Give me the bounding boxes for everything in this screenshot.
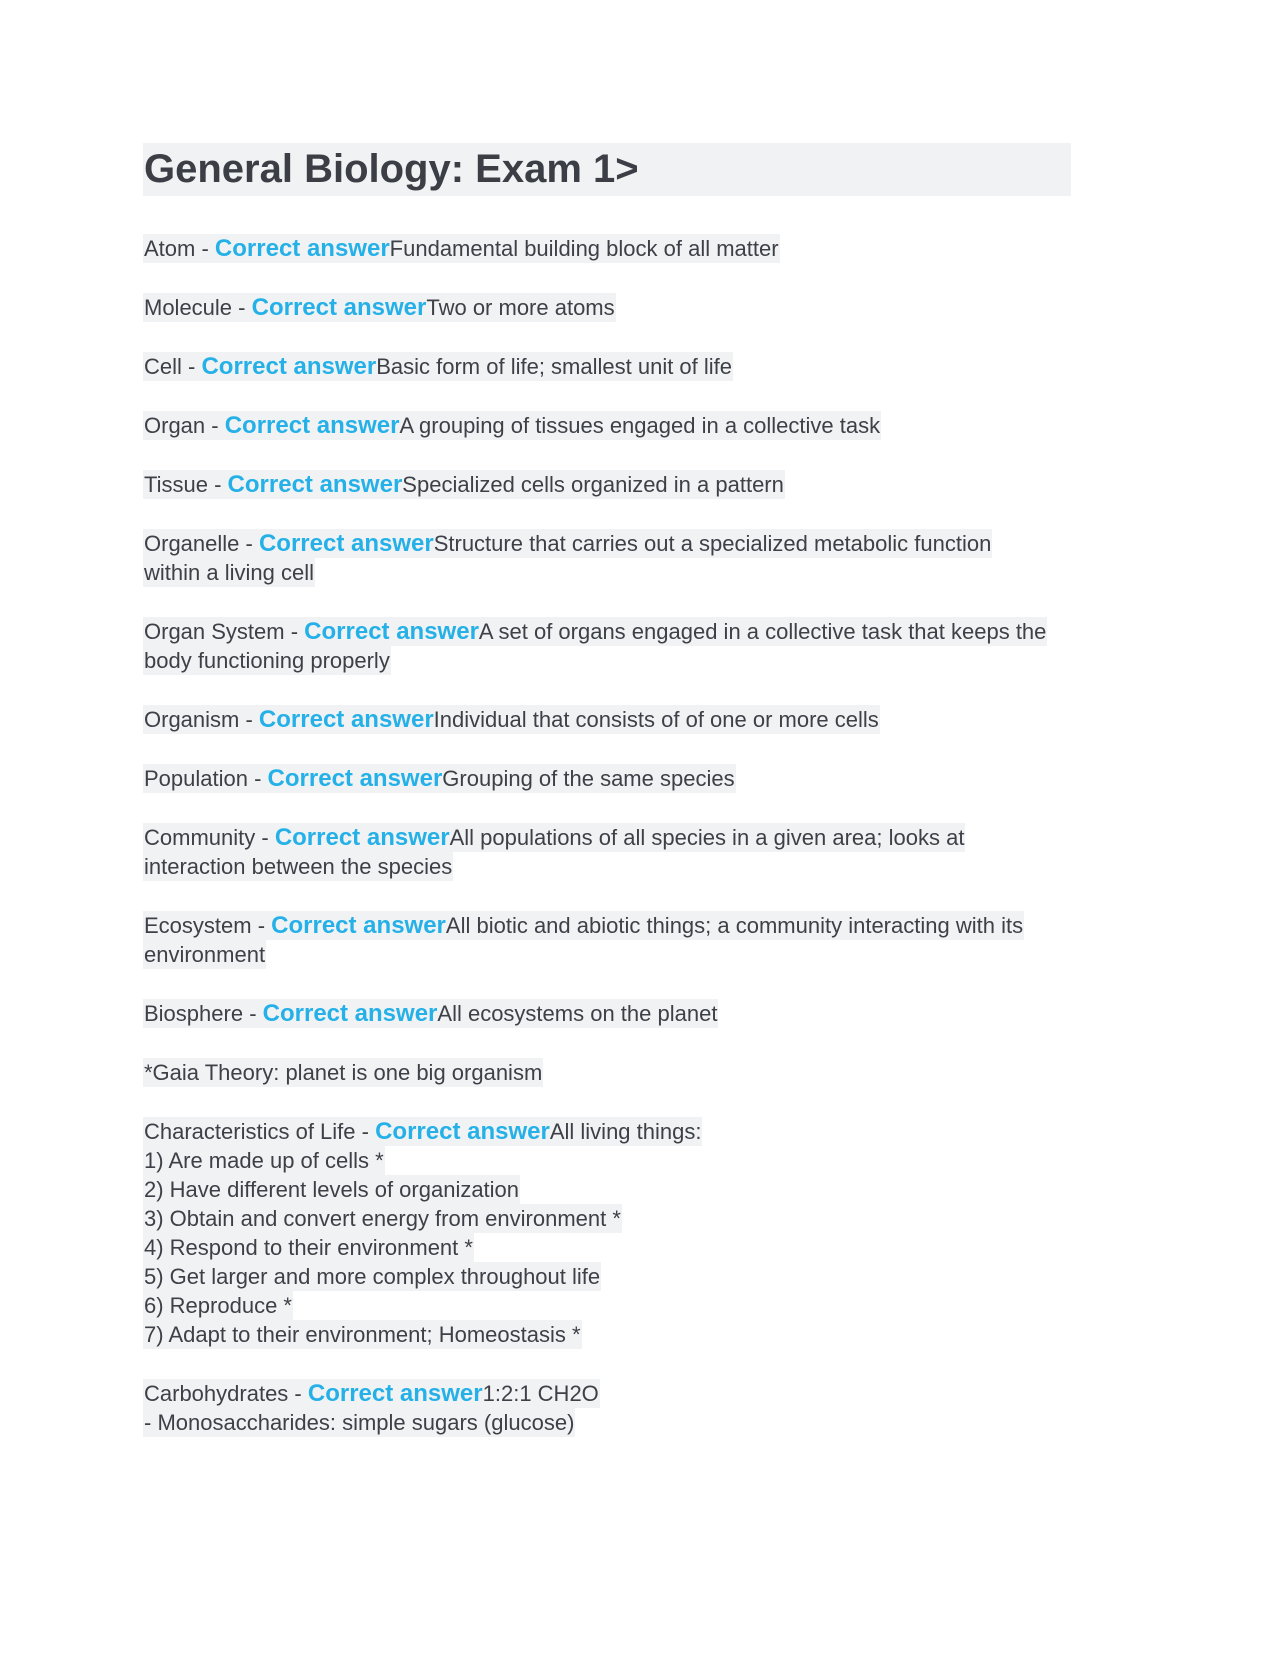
entry-community xyxy=(143,823,1048,881)
separator-text: - xyxy=(239,531,259,556)
separator-text: - xyxy=(243,1001,263,1026)
definition-text: Basic form of life; smallest unit of life xyxy=(376,354,733,379)
separator-text: - xyxy=(195,236,215,261)
separator-text: - xyxy=(284,619,305,644)
term-text: Organ System xyxy=(144,619,285,644)
entry-population xyxy=(143,764,1048,793)
entry-molecule xyxy=(143,293,1048,322)
correct-answer-label: Correct answer xyxy=(267,765,443,792)
definition-text: Individual that consists of of one or more cells xyxy=(433,707,879,732)
list-item: 1) Are made up of cells * xyxy=(144,1148,384,1173)
separator-text: - xyxy=(207,472,228,497)
entry-organism xyxy=(143,705,1048,734)
entry-characteristics-of-life xyxy=(143,1117,1048,1349)
correct-answer-label: Correct answer xyxy=(258,706,434,733)
separator-text: - xyxy=(239,707,259,732)
note-text: *Gaia Theory: planet is one big organism xyxy=(144,1060,543,1085)
document-content xyxy=(143,143,1048,1467)
definition-text: Grouping of the same species xyxy=(442,766,735,791)
term-text: Organ xyxy=(144,413,206,438)
separator-text: - xyxy=(355,1119,376,1144)
correct-answer-label: Correct answer xyxy=(375,1118,550,1145)
list-item: 3) Obtain and convert energy from environment * xyxy=(144,1206,621,1231)
separator-text: - xyxy=(288,1381,308,1406)
entry-biosphere xyxy=(143,999,1048,1028)
term-text: Cell xyxy=(144,354,182,379)
separator-text: - xyxy=(205,413,225,438)
term-text: Biosphere xyxy=(144,1001,244,1026)
list-item: 6) Reproduce * xyxy=(144,1293,292,1318)
definition-text: 1:2:1 CH2O xyxy=(482,1381,599,1406)
entry-tissue xyxy=(143,470,1048,499)
correct-answer-label: Correct answer xyxy=(224,412,400,439)
definition-text: Two or more atoms xyxy=(426,295,615,320)
entry-header-line xyxy=(143,1117,1048,1146)
gaia-theory-note xyxy=(143,1058,1048,1087)
correct-answer-label: Correct answer xyxy=(227,471,403,498)
term-text: Atom xyxy=(144,236,196,261)
definition-text: All living things: xyxy=(549,1119,702,1144)
term-text: Community xyxy=(144,825,256,850)
term-text: Ecosystem xyxy=(144,913,252,938)
list-item: 2) Have different levels of organization xyxy=(144,1177,520,1202)
entry-ecosystem xyxy=(143,911,1048,969)
entry-organelle xyxy=(143,529,1048,587)
correct-answer-label: Correct answer xyxy=(271,912,446,939)
definition-text: Specialized cells organized in a pattern xyxy=(402,472,784,497)
separator-text: - xyxy=(247,766,268,791)
definition-text: All ecosystems on the planet xyxy=(437,1001,718,1026)
separator-text: - xyxy=(181,354,202,379)
list-item: 4) Respond to their environment * xyxy=(144,1235,473,1260)
term-text: Population xyxy=(144,766,248,791)
separator-text: - xyxy=(232,295,252,320)
term-text: Organism xyxy=(144,707,240,732)
definition-text: A set of organs engaged in a collective task that keeps the body functioning properly xyxy=(144,619,1047,673)
term-text: Tissue xyxy=(144,472,208,497)
definition-text: A grouping of tissues engaged in a collective task xyxy=(399,413,881,438)
entry-organ-system xyxy=(143,617,1048,675)
correct-answer-label: Correct answer xyxy=(262,1000,438,1027)
entry-organ xyxy=(143,411,1048,440)
definition-text: All biotic and abiotic things; a community interacting with its environment xyxy=(144,913,1024,967)
correct-answer-label: Correct answer xyxy=(251,294,427,321)
entry-header-line xyxy=(143,1379,1048,1408)
term-text: Molecule xyxy=(144,295,233,320)
correct-answer-label: Correct answer xyxy=(307,1380,483,1407)
definition-text: Structure that carries out a specialized metabolic function within a living cell xyxy=(144,531,992,585)
term-text: Organelle xyxy=(144,531,240,556)
entry-carbohydrates xyxy=(143,1379,1048,1437)
entry-atom xyxy=(143,234,1048,263)
entry-cell xyxy=(143,352,1048,381)
list-item: - Monosaccharides: simple sugars (glucose) xyxy=(144,1410,575,1435)
page-title: General Biology: Exam 1> xyxy=(143,143,1071,196)
correct-answer-label: Correct answer xyxy=(201,353,377,380)
correct-answer-label: Correct answer xyxy=(304,618,479,645)
correct-answer-label: Correct answer xyxy=(274,824,450,851)
term-text: Characteristics of Life xyxy=(144,1119,356,1144)
separator-text: - xyxy=(255,825,275,850)
correct-answer-label: Correct answer xyxy=(214,235,390,262)
list-item: 5) Get larger and more complex throughout life xyxy=(144,1264,601,1289)
correct-answer-label: Correct answer xyxy=(258,530,434,557)
definition-text: Fundamental building block of all matter xyxy=(389,236,779,261)
definition-text: All populations of all species in a given area; looks at interaction between the species xyxy=(144,825,965,879)
separator-text: - xyxy=(251,913,272,938)
term-text: Carbohydrates xyxy=(144,1381,289,1406)
list-item: 7) Adapt to their environment; Homeostasis * xyxy=(144,1322,581,1347)
